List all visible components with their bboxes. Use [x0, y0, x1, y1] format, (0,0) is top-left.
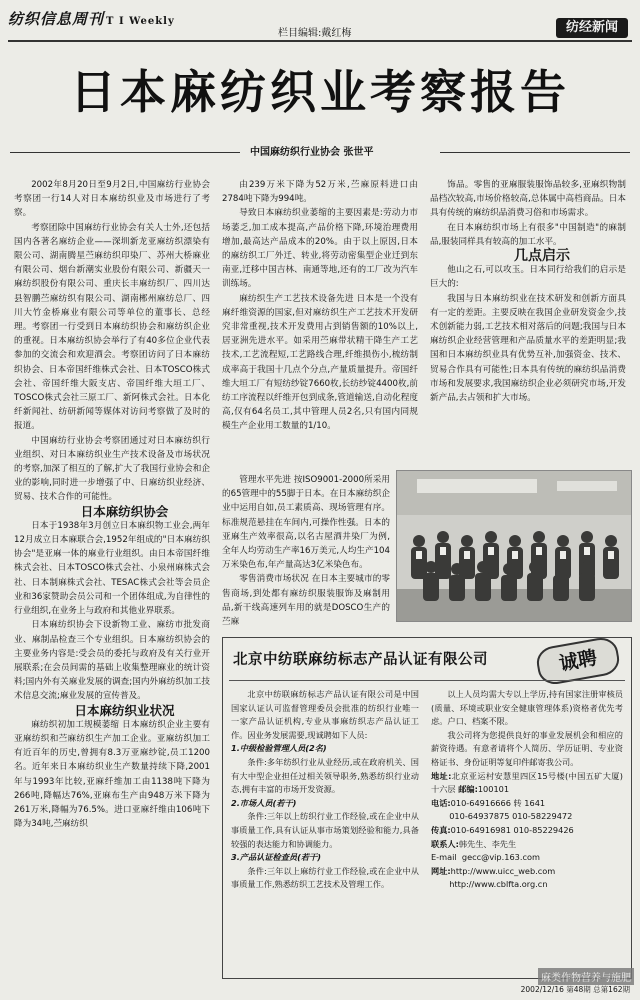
- website-value: http://www.uicc_web.com: [450, 865, 556, 876]
- ad-hiring-stamp: 诚聘: [534, 635, 621, 687]
- ad-right-column: [431, 688, 623, 892]
- ad-phone-2: [431, 810, 623, 824]
- website-value: http://www.cblfta.org.cn: [449, 879, 548, 890]
- zip-value: 100101: [477, 784, 510, 795]
- byline-rule-right: [440, 152, 630, 153]
- job-title: 1.中级检验管理人员(2名): [231, 743, 327, 754]
- job-title: 2.市场人员(若干): [231, 797, 297, 808]
- paragraph: 考察团除中国麻纺行业协会有关人士外,还包括国内各著名麻纺企业——深圳新龙亚麻纺织漂染有限公司、湖南腾星苎麻纺织印染厂、苏州大桥麻业有限公司、烟台新潮实业股份有限公司、新疆天一麻纺织股份有限公司、重庆长丰麻纺织厂、四川达县智鹏苎麻纺织有限公司、湖南郴州麻纺总厂、四川大竹金桥麻业有限公司等单位的董事长、总经理。考察团一行受到日本麻纺织协会和麻纺织企业的重视。日本麻纺织协会举行了有40多位企业代表参加的交流会和欢迎酒会。考察团访问了日本麻纺织协会、日本帝国纤维株式会社、日本TOSCO株式会社、帝国纤维大阪支店、帝国纤维大垣工厂、TOSCO株式会社三原工厂、新阿株式会社。日本化纤新闻社、纺研新闻等媒体对访问考察做了及时的报道。: [14, 222, 210, 432]
- paragraph: 麻纺织生产工艺技术设备先进 日本是一个没有麻纤维资源的国家,但对麻纺织生产工艺技术开发研究非常重视,技术开发费用占到销售额的10%以上,居亚洲先进水平。如采用苎麻带状精干降生产工艺技术,工艺流程短,工艺路线合理,纤维损伤小,梳纺制成率高于我国十几点个分点,产量质量提升。帝国纤维大垣工厂有短纺纱锭7660枚,长纺纱锭4400枚,前纺工序流程以纤维开包到成条,管道输送,自动化程度高,仅有64名员工,其中管理人员2名,只有国内同规模生产企业用工数量的1/10。: [222, 293, 418, 432]
- ad-address: [431, 770, 623, 797]
- page-header: [4, 6, 636, 40]
- column-editor: 栏目编辑:戴红梅: [278, 28, 352, 39]
- brand-name: 纺织信息周刊: [8, 10, 105, 28]
- ad-requirements: 以上人员均需大专以上学历,持有国家注册审核员(质量、环境或职业安全健康管理体系)资格者优先考虑。户口、档案不限。: [431, 689, 623, 727]
- email-value: gecc@vip.163.com: [461, 852, 540, 863]
- address-label: 地址:: [431, 770, 452, 781]
- job-title: 3.产品认证检查员(若干): [231, 852, 321, 863]
- contact-value: 韩先生、李先生: [458, 838, 517, 849]
- email-label: E-mail: [431, 852, 457, 863]
- brand-english: T I Weekly: [106, 16, 175, 27]
- ad-application-note: 我公司将为您提供良好的事业发展机会和相应的薪资待遇。有意者请将个人简历、学历证明、专业资格证书、身份证明等复印件邮寄我公司。: [431, 729, 623, 767]
- article-column-2: [222, 178, 418, 434]
- article-title: 日本麻纺织业考察报告: [70, 65, 570, 119]
- fax-label: 传真:: [431, 824, 451, 835]
- job-requirements: 条件:多年纺织行业从业经历,或在政府机关、国有大中型企业担任过相关领导职务,熟悉纺织行业动态,拥有丰富的市场开发资源。: [231, 756, 419, 795]
- paragraph: 日本麻纺织协会下设新物工业、麻纺市批发商业、麻制品检查三个专业组织。日本麻纺织协会的主要业务内容是:受会员的委托与政府及有关行业开展联系;在会员间需的基础上收集整理麻业的统计资料;国内外有关麻业发展的调查;国内外麻纺织加工技术信息交流;麻业发展的宣传普及。: [14, 620, 210, 702]
- article-column-2-lower: [222, 473, 390, 629]
- address-value: 北京亚运村安慧里四区15号楼(中国五矿大厦)十六层: [431, 770, 623, 795]
- paragraph: 我国与日本麻纺织业在技术研发和创新方面具有一定的差距。主要反映在我国企业研发资金少,技术创新能力弱,工艺技术相对落后的问题;我国与日本麻纺织企业经营管理和产品质量水平的差距明显;我国和日本麻纺织业具有优势互补,加强资金、技术、贸易合作具有可能性;日本具有传统的麻纺织品消费市场和发展要求,我国麻纺织企业必须研究市场,开发新产品,去占领和扩大市场。: [430, 293, 626, 404]
- ad-intro: 北京中纺联麻纺标志产品认证有限公司是中国国家认证认可监督管理委员会批准的纺织行业唯一一家产品认证机构,专业从事麻纺织志产品认证工作。因业务发展需要,现诚聘如下人员:: [231, 689, 419, 740]
- ad-company-name: 北京中纺联麻纺标志产品认证有限公司: [233, 652, 488, 668]
- phone-value: 010-64937875 010-58229472: [449, 811, 573, 822]
- paragraph: 零售消费市场状况 在日本主要城市的零售商场,到处都有麻纺织服装服饰及麻制用品,新干线高速列车用的就是DOSCO生产的苎麻: [222, 574, 390, 628]
- article-column-1: [14, 178, 210, 831]
- ad-fax: [431, 824, 623, 838]
- fax-value: 010-64916981 010-85229426: [450, 824, 574, 835]
- website-label: 网址:: [431, 865, 451, 876]
- paragraph: 麻纺织初加工规模萎缩 日本麻纺织企业主要有亚麻纺织和苎麻纺织生产加工企业。亚麻纺织加工有近百年的历史,曾拥有8.3万亚麻纱锭,员工1200名。近年来日本麻纺织业生产数量持续下降,2001年与1993年比较,亚麻纤维加工由1138吨下降为266吨,降幅达76%,亚麻布生产由948万米下降为261万米,降幅为76.5%。进口亚麻纤维由106吨下降为34吨,苎麻纺织: [14, 719, 210, 830]
- group-photo: [396, 470, 632, 622]
- paragraph: 饰品。零售的亚麻服装服饰品较多,亚麻织物制品档次较高,市场价格较高,总体属中高档商品。日本具有传统的麻纺织品消费习俗和市场需求。: [430, 180, 626, 219]
- phone-label: 电话:: [431, 797, 451, 808]
- section-badge: 纺经新闻: [556, 18, 628, 38]
- ad-divider: [229, 680, 625, 681]
- paragraph: 由239万米下降为52万米,苎麻原料进口由2784吨下降为994吨。: [222, 180, 418, 205]
- ad-website: [431, 865, 623, 879]
- contact-label: 联系人:: [431, 838, 459, 849]
- paragraph: 管理水平先进 按ISO9001-2000所采用的65管理中的55脚于日本。在日本麻纺织企业中运用自如,员工素质高、现场管理有序。标准规范悬挂在车间内,可操作性强。日本的亚麻生产效率很高,以名古屋酒井染厂为例,全年人均劳动生产率16万美元,人均生产104万米染色布,年产量高达3亿米染色布。: [222, 475, 390, 571]
- paragraph: 导致日本麻纺织业萎缩的主要因素是:劳动力市场萎乏,加工成本提高,产品价格下降,环境治理费用增加,最高达产品成本的20%。由于以上原因,日本的麻纺织工厂外迁、转业,将劳动密集型企业迁到东南亚,迁移中国吉林、南通等地,还有的工厂改为汽车训练场。: [222, 208, 418, 290]
- recruitment-ad: [222, 637, 632, 979]
- section-heading: 日本麻纺织业状况: [74, 702, 175, 718]
- page-footer: 2002/12/16 第48期 总第162期: [520, 985, 630, 994]
- ad-website-2: [431, 878, 623, 892]
- section-heading: 日本麻纺织协会: [80, 503, 169, 519]
- header-rule: [8, 40, 632, 42]
- group-photo-image: [397, 471, 631, 621]
- paragraph: 2002年8月20日至9月2日,中国麻纺行业协会考察团一行14人对日本麻纺织业及市场进行了考察。: [14, 180, 210, 219]
- ad-contact: [431, 838, 623, 852]
- publication-brand: [8, 8, 175, 29]
- byline-rule-left: [10, 152, 240, 153]
- section-heading: 几点启示: [514, 248, 570, 265]
- paragraph: 他山之石,可以攻玉。日本同行给我们的启示是巨大的:: [430, 265, 626, 290]
- paragraph: 日本于1938年3月创立日本麻织物工业会,两年12月成立日本麻联合会,1952年组成的"日本麻纺织协会"是亚麻一体的麻业行业组织。由日本帝国纤维株式会社、日本TOSCO株式会社、小泉州麻株式会社、日本制麻株式会社、TESAC株式会社等会员企业和36家赞助会员公司和一个团体组成,为自律性的行业组织,在业务上与政府和其他业界联系。: [14, 520, 210, 617]
- ad-phone: [431, 797, 623, 811]
- watermark: 麻类作物营养与施肥: [538, 968, 634, 985]
- zip-label: 邮编:: [458, 784, 478, 795]
- job-requirements: 条件:三年以上麻纺行业工作经验,或在企业中从事质量工作,熟悉纺织工艺技术及管理工作。: [231, 865, 419, 890]
- phone-value: 010-64916666 转 1641: [450, 797, 546, 808]
- ad-email: [431, 851, 623, 865]
- paragraph: 中国麻纺行业协会考察团通过对日本麻纺织行业组织、对日本麻纺织业生产技术设备及市场状况的考察,加深了相互的了解,扩大了我国行业协会和企业的影响,同时进一步增强了中、日麻纺织业经济、贸易、技术合作的可能性。: [14, 435, 210, 503]
- byline: 中国麻纺织行业协会 张世平: [250, 147, 374, 158]
- paragraph: 在日本麻纺织市场上有很多"中国制造"的麻制品,服装同样具有较高的加工水平。: [430, 222, 626, 247]
- job-requirements: 条件:三年以上纺织行业工作经验,或在企业中从事质量工作,具有认证从事市场策划经验和能力,具备较强的表达能力和协调能力。: [231, 811, 419, 849]
- ad-left-column: [231, 688, 419, 892]
- article-column-3: [430, 178, 626, 405]
